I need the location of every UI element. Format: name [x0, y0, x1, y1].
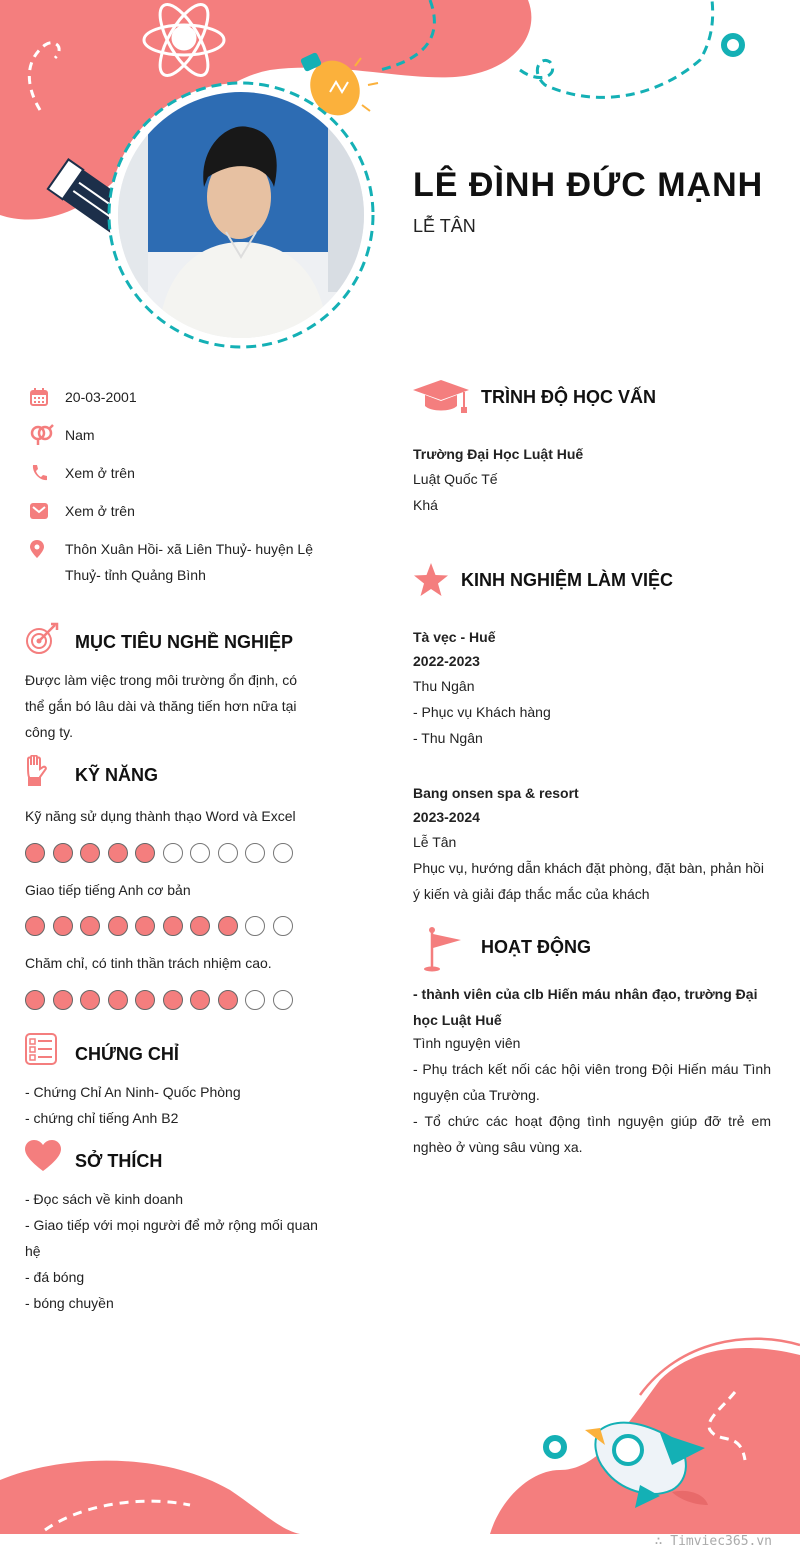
- hobby-item: - đá bóng: [25, 1269, 85, 1285]
- objective-text: Được làm việc trong môi trường ổn định, có thể gắn bó lâu dài và thăng tiến hơn nữa tại công ty.: [25, 672, 298, 740]
- calendar-icon: [30, 384, 65, 410]
- rating-dot-filled: [25, 990, 45, 1010]
- objective-title: MỤC TIÊU NGHỀ NGHIỆP: [75, 632, 294, 652]
- activities-title: HOẠT ĐỘNG: [481, 937, 591, 957]
- job-detail: - Thu Ngân: [413, 730, 483, 746]
- rating-dot-filled: [163, 916, 183, 936]
- profile-photo: [118, 92, 364, 338]
- rating-dot-filled: [135, 843, 155, 863]
- checklist-icon: [25, 1033, 57, 1070]
- contact-address: [30, 536, 330, 588]
- brand-text: Timviec365.vn: [670, 1534, 772, 1549]
- rating-dot-empty: [273, 916, 293, 936]
- rating-dot-filled: [135, 916, 155, 936]
- rating-dot-filled: [108, 843, 128, 863]
- location-pin-icon: [30, 536, 65, 562]
- skill-rating: [25, 843, 293, 863]
- email-icon: [30, 498, 65, 524]
- contact-email: [30, 498, 330, 524]
- rating-dot-filled: [190, 916, 210, 936]
- rating-dot-filled: [135, 990, 155, 1010]
- rating-dot-empty: [273, 990, 293, 1010]
- education-title: TRÌNH ĐỘ HỌC VẤN: [481, 387, 656, 407]
- certificate-item: - chứng chỉ tiếng Anh B2: [25, 1110, 179, 1126]
- certificate-item: - Chứng Chỉ An Ninh- Quốc Phòng: [25, 1084, 241, 1100]
- target-icon: [25, 622, 59, 661]
- activity-detail: - Tổ chức các hoạt động tình nguyện giúp đỡ trẻ em nghèo ở vùng sâu vùng xa.: [413, 1113, 771, 1155]
- skills-title: KỸ NĂNG: [75, 765, 159, 785]
- rating-dot-filled: [108, 916, 128, 936]
- rating-dot-filled: [25, 916, 45, 936]
- graduation-cap-icon: [413, 380, 469, 419]
- certificates-title: CHỨNG CHỈ: [75, 1044, 179, 1064]
- activity-detail: - Phụ trách kết nối các hội viên trong Đội Hiến máu Tình nguyện của Trường.: [413, 1061, 771, 1103]
- experience-title: KINH NGHIỆM LÀM VIỆC: [461, 570, 674, 590]
- gender-text: Nam: [65, 427, 95, 443]
- hobbies-title: SỞ THÍCH: [75, 1151, 163, 1171]
- contact-gender: [30, 422, 330, 448]
- rating-dot-filled: [53, 843, 73, 863]
- hand-icon: [25, 755, 49, 792]
- job-detail: Phục vụ, hướng dẫn khách đặt phòng, đặt bàn, phản hồi ý kiến và giải đáp thắc mắc của khách: [413, 860, 764, 902]
- rating-dot-empty: [218, 843, 238, 863]
- rating-dot-filled: [80, 990, 100, 1010]
- star-icon: [413, 563, 449, 602]
- rating-dot-filled: [80, 843, 100, 863]
- rating-dot-empty: [245, 990, 265, 1010]
- rating-dot-filled: [53, 916, 73, 936]
- skill-label: Chăm chỉ, có tinh thần trách nhiệm cao.: [25, 955, 272, 971]
- education-school: Trường Đại Học Luật Huế: [413, 446, 584, 462]
- rating-dot-filled: [53, 990, 73, 1010]
- contact-phone: [30, 460, 330, 486]
- job-period: 2023-2024: [413, 809, 480, 825]
- hobby-item: - Giao tiếp với mọi người để mở rộng mối quan hệ: [25, 1217, 318, 1259]
- activity-role: Tình nguyện viên: [413, 1035, 521, 1051]
- skill-label: Giao tiếp tiếng Anh cơ bản: [25, 882, 191, 898]
- job-position: Thu Ngân: [413, 678, 475, 694]
- job-period: 2022-2023: [413, 653, 480, 669]
- job-company: Tà vẹc - Huế: [413, 629, 496, 645]
- brand-watermark: ∴ Timviec365.vn: [654, 1534, 772, 1549]
- birthday-text: 20-03-2001: [65, 389, 137, 405]
- hobby-item: - bóng chuyền: [25, 1295, 114, 1311]
- education-major: Luật Quốc Tế: [413, 471, 498, 487]
- gender-icon: [30, 422, 65, 448]
- phone-icon: [30, 460, 65, 486]
- job-detail: - Phục vụ Khách hàng: [413, 704, 551, 720]
- email-text: Xem ở trên: [65, 503, 135, 519]
- skill-rating: [25, 990, 293, 1010]
- contact-birthday: [30, 384, 330, 410]
- job-company: Bang onsen spa & resort: [413, 785, 579, 801]
- rating-dot-filled: [190, 990, 210, 1010]
- rating-dot-filled: [80, 916, 100, 936]
- hobby-item: - Đọc sách về kinh doanh: [25, 1191, 183, 1207]
- job-title: LỄ TÂN: [413, 216, 476, 236]
- activity-org: - thành viên của clb Hiến máu nhân đạo, trường Đại học Luật Huế: [413, 986, 758, 1028]
- education-grade: Khá: [413, 497, 438, 513]
- rating-dot-filled: [108, 990, 128, 1010]
- avatar: [118, 92, 364, 338]
- rating-dot-empty: [245, 843, 265, 863]
- rating-dot-empty: [273, 843, 293, 863]
- rating-dot-filled: [218, 990, 238, 1010]
- heart-icon: [25, 1140, 61, 1177]
- phone-text: Xem ở trên: [65, 465, 135, 481]
- rating-dot-empty: [245, 916, 265, 936]
- flag-icon: [420, 926, 462, 977]
- rating-dot-filled: [25, 843, 45, 863]
- rating-dot-empty: [163, 843, 183, 863]
- rating-dot-empty: [190, 843, 210, 863]
- skill-label: Kỹ năng sử dụng thành thạo Word và Excel: [25, 808, 296, 824]
- job-position: Lễ Tân: [413, 834, 457, 850]
- address-text: Thôn Xuân Hồi- xã Liên Thuỷ- huyện Lệ Thuỷ- tỉnh Quảng Bình: [65, 541, 314, 583]
- skill-rating: [25, 916, 293, 936]
- rating-dot-filled: [218, 916, 238, 936]
- rating-dot-filled: [163, 990, 183, 1010]
- candidate-name: LÊ ĐÌNH ĐỨC MẠNH: [413, 166, 764, 204]
